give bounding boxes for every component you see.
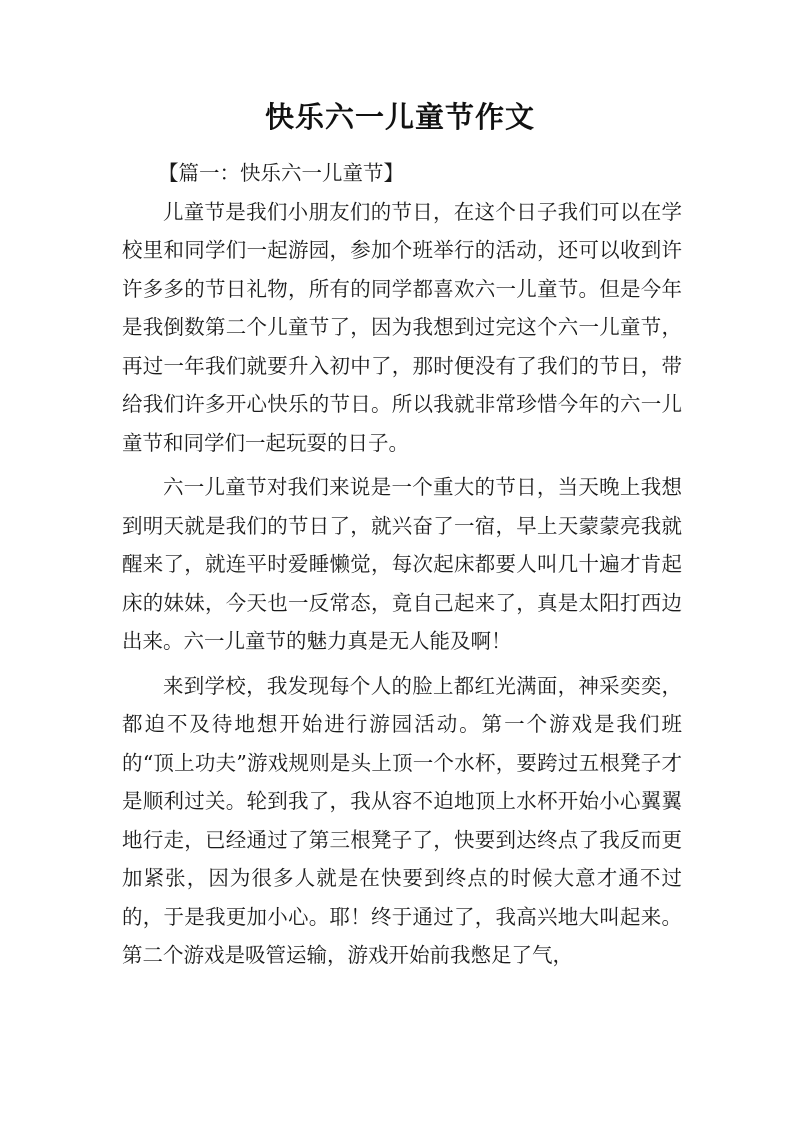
section-heading: 【篇一：快乐六一儿童节】: [158, 161, 404, 185]
document-title: 快乐六一儿童节作文: [264, 100, 535, 134]
paragraph: 六一儿童节对我们来说是一个重大的节日，当天晚上我想到明天就是我们的节日了，就兴奋了一宿，早上天蒙蒙亮我就醒来了，就连平时爱睡懒觉，每次起床都要人叫几十遍才肯起床的妹妹，今天也一反常态，竟自己起来了，真是太阳打西边出来。六一儿童节的魅力真是无人能及啊！: [122, 475, 682, 653]
document-body: [122, 154, 682, 975]
paragraph: 儿童节是我们小朋友们的节日，在这个日子我们可以在学校里和同学们一起游园，参加个班举行的活动，还可以收到许许多多的节日礼物，所有的同学都喜欢六一儿童节。但是今年是我倒数第二个儿童节了，因为我想到过完这个六一儿童节，再过一年我们就要升入初中了，那时便没有了我们的节日，带给我们许多开心快乐的节日。所以我就非常珍惜今年的六一儿童节和同学们一起玩耍的日子。: [122, 199, 682, 455]
paragraph: 来到学校，我发现每个人的脸上都红光满面，神采奕奕，都迫不及待地想开始进行游园活动。第一个游戏是我们班的“顶上功夫”游戏规则是头上顶一个水杯，要跨过五根凳子才是顺利过关。轮到我了，我从容不迫地顶上水杯开始小心翼翼地行走，已经通过了第三根凳子了，快要到达终点了我反而更加紧张，因为很多人就是在快要到终点的时候大意才通不过的，于是我更加小心。耶！终于通过了，我高兴地大叫起来。第二个游戏是吸管运输，游戏开始前我憋足了气，: [122, 673, 682, 967]
